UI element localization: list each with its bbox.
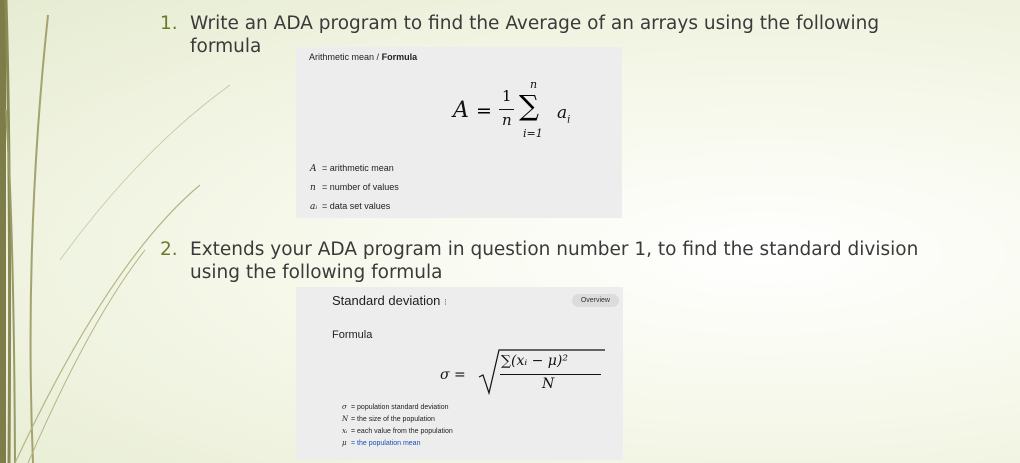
population-mean-link[interactable]: = the population mean	[351, 440, 421, 447]
legend-symbol: n	[310, 183, 316, 193]
sd-denominator: N	[542, 376, 555, 392]
question-1-number: 1.	[160, 13, 178, 34]
question-2-number: 2.	[160, 239, 178, 260]
legend-text: = the size of the population	[351, 416, 435, 423]
arithmetic-mean-figure	[296, 47, 622, 218]
sigma-lhs: σ =	[440, 367, 466, 383]
legend-text: = arithmetic mean	[322, 163, 394, 173]
sum-lower-limit: i=1	[523, 127, 543, 140]
term-base: a	[557, 103, 568, 123]
formula-term	[557, 103, 570, 125]
question-2	[160, 238, 918, 284]
figure-2-title	[332, 293, 447, 308]
sd-legend-row-1	[342, 403, 449, 411]
legend-symbol: σ	[342, 403, 347, 411]
question-2-line1: Extends your ADA program in question number 1, to find the standard division	[190, 239, 919, 260]
sum-symbol: ∑	[519, 89, 539, 122]
legend-symbol: μ	[342, 439, 347, 447]
formula-lhs: A	[453, 98, 469, 123]
sd-legend-row-2	[342, 415, 435, 423]
figure-1-header	[309, 52, 417, 62]
question-1-line1: Write an ADA program to find the Average of an arrays using the following	[190, 13, 880, 34]
legend-text: = data set values	[322, 201, 391, 211]
legend-row-2	[310, 182, 399, 193]
term-subscript: i	[567, 114, 571, 126]
info-icon[interactable]: ⁝	[444, 297, 447, 307]
figure-1-header-prefix: Arithmetic mean	[309, 52, 375, 62]
figure-2-title-text: Standard deviation	[332, 293, 441, 308]
legend-symbol: xᵢ	[342, 427, 348, 435]
legend-symbol: aᵢ	[310, 202, 318, 212]
sd-legend-row-4	[342, 439, 420, 447]
legend-text: = each value from the population	[351, 428, 453, 435]
legend-symbol: A	[310, 164, 317, 174]
formula-equals: =	[476, 100, 492, 122]
sd-legend-row-3	[342, 427, 453, 435]
fraction-bar	[499, 109, 514, 110]
legend-row-1	[310, 163, 394, 174]
sum-upper-limit: n	[530, 78, 538, 91]
formula-label: Formula	[332, 329, 373, 341]
formula-numerator: 1	[502, 87, 512, 105]
question-2-line2: using the following formula	[190, 262, 443, 283]
sd-fraction-bar	[500, 374, 601, 375]
overview-button[interactable]: Overview	[572, 294, 619, 307]
sd-numerator: ∑(xᵢ − μ)²	[501, 353, 568, 369]
question-1-line2: formula	[190, 36, 262, 57]
legend-symbol: N	[342, 415, 349, 423]
legend-text: = number of values	[322, 182, 399, 192]
standard-deviation-figure	[296, 287, 623, 460]
legend-row-3	[310, 201, 390, 212]
legend-text: = population standard deviation	[351, 404, 449, 411]
figure-1-header-sep: /	[376, 52, 380, 62]
figure-1-header-bold: Formula	[381, 52, 418, 62]
formula-denominator: n	[502, 111, 512, 129]
